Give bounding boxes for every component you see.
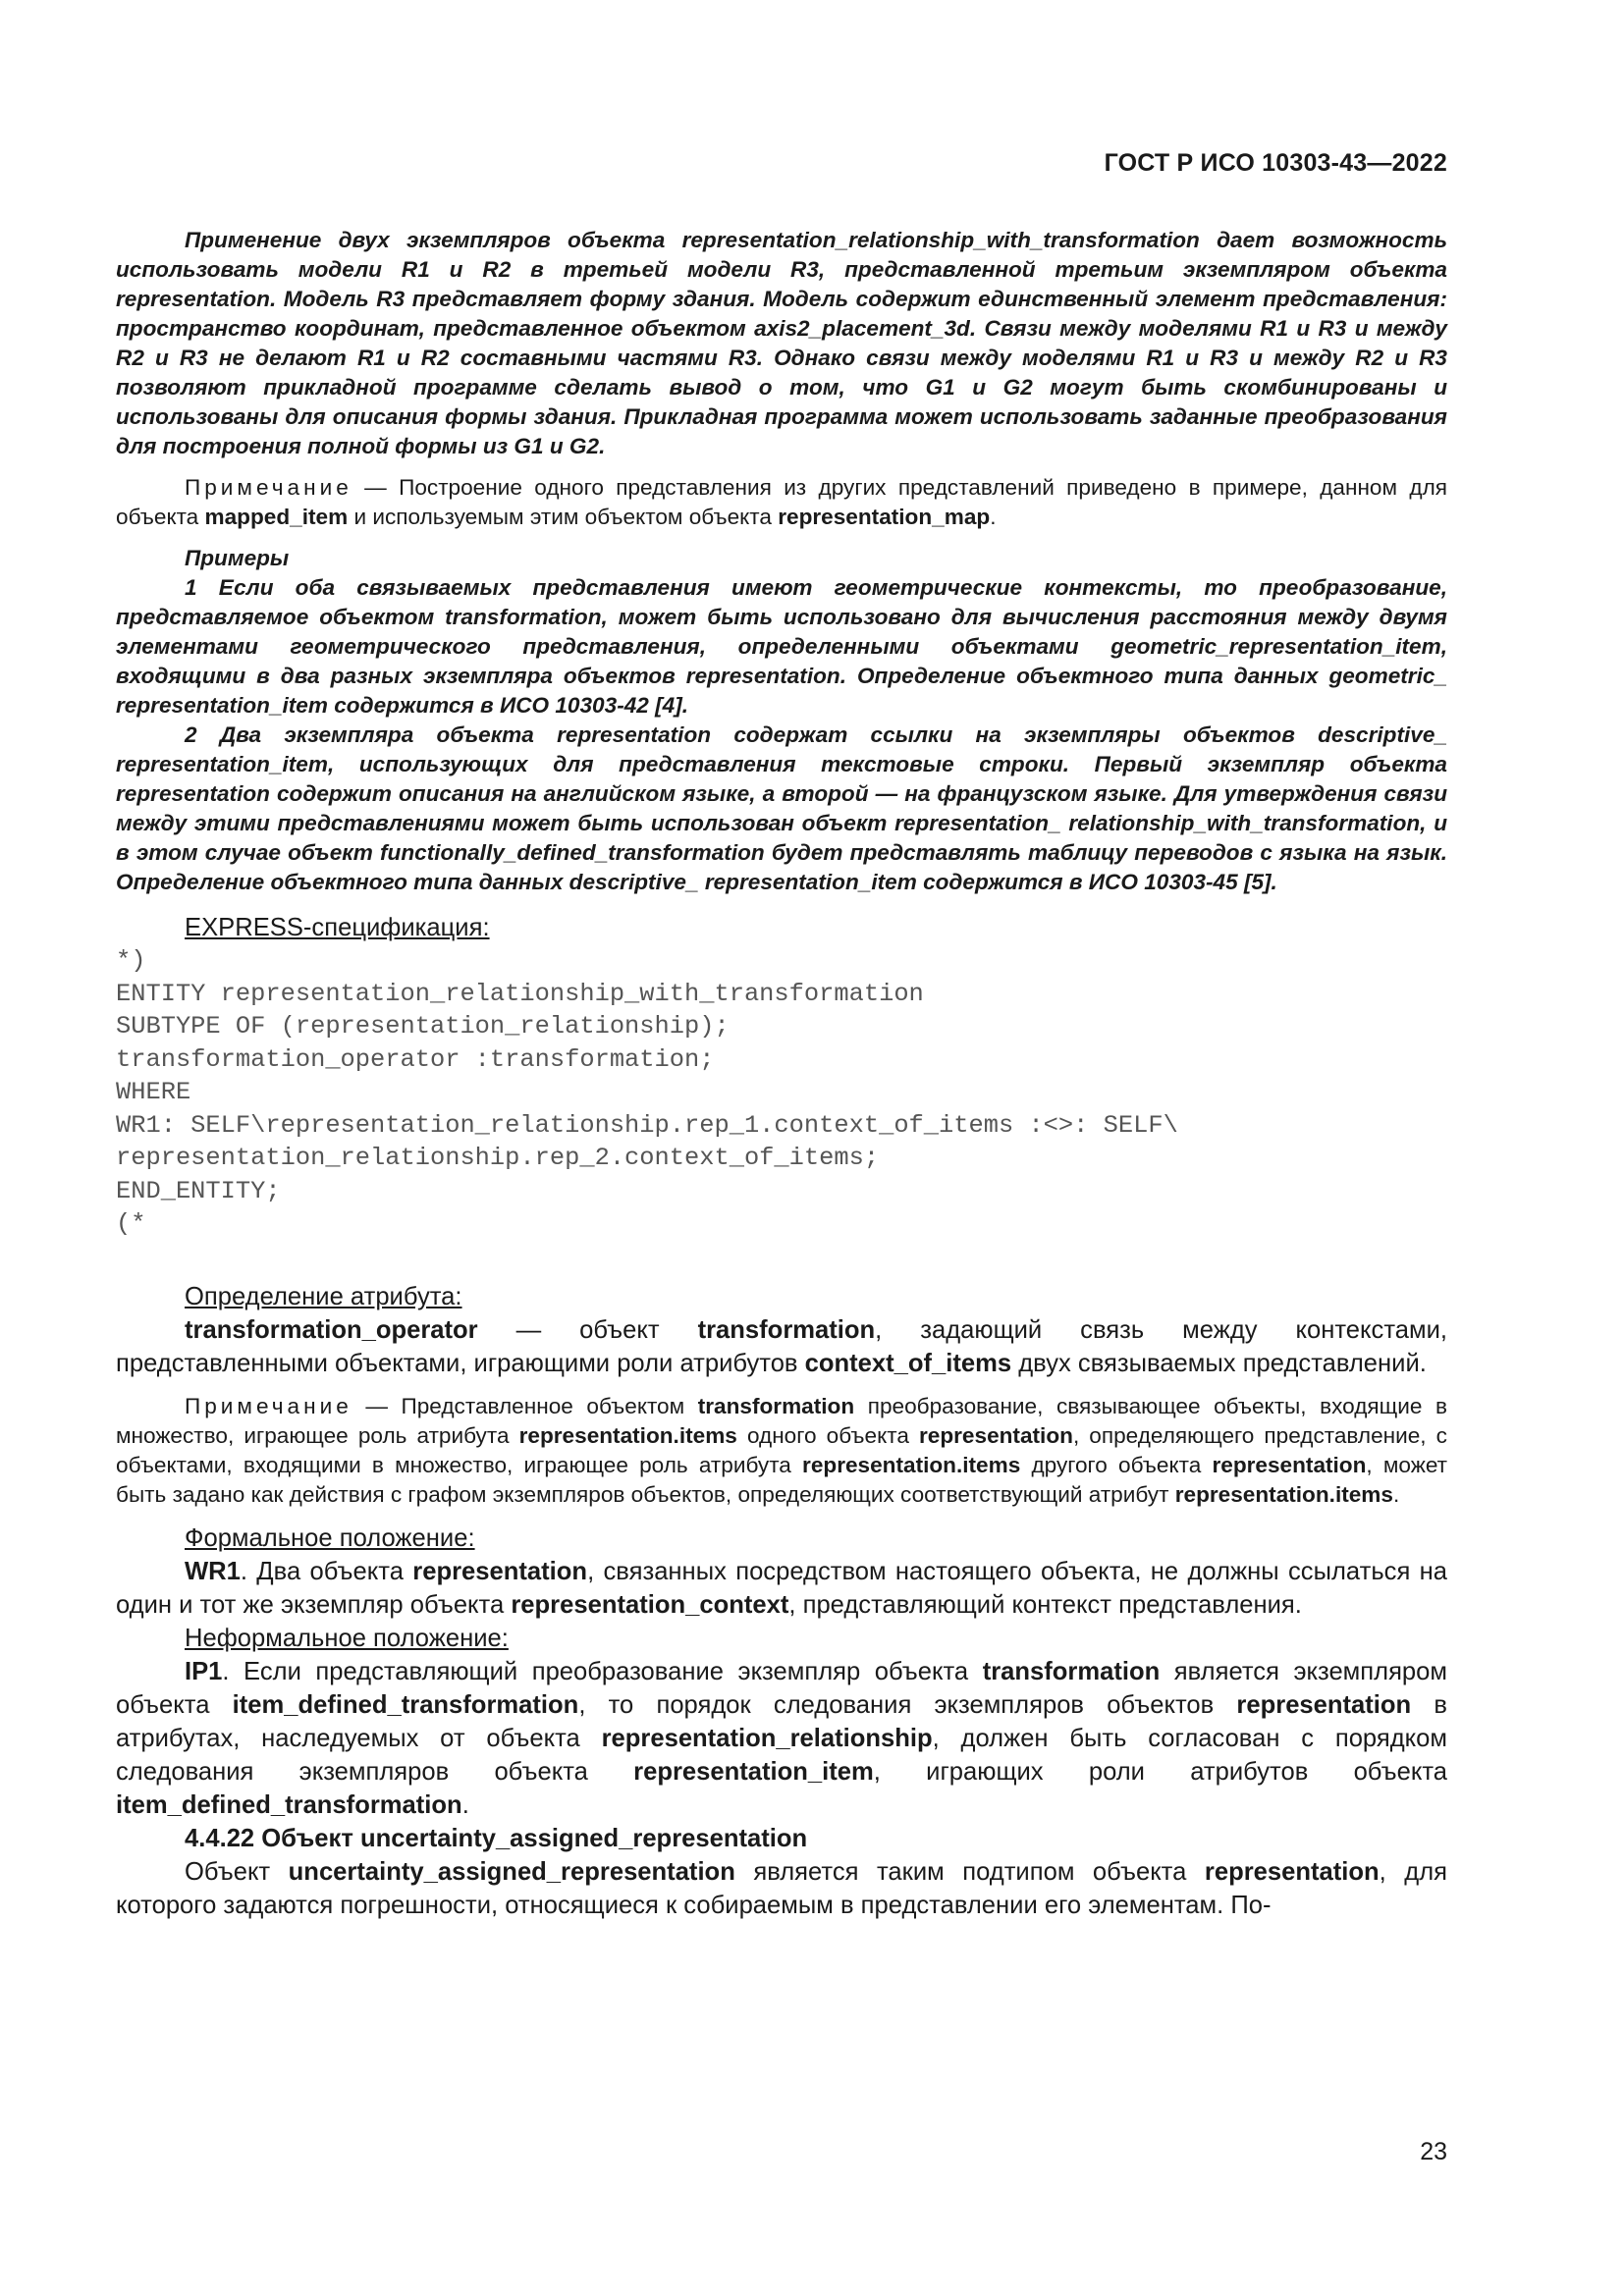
term-context-of-items: context_of_items xyxy=(804,1349,1012,1377)
page-header-standard-id: ГОСТ Р ИСО 10303-43—2022 xyxy=(1104,149,1447,177)
code-line: ENTITY representation_relationship_with_transformation xyxy=(116,979,924,1008)
informal-proposition-heading: Неформальное положение: xyxy=(185,1624,509,1652)
examples-heading: Примеры xyxy=(185,546,290,570)
rule-wr1: WR1 xyxy=(185,1557,241,1585)
rule-ip1: IP1 xyxy=(185,1657,223,1685)
page-content xyxy=(116,226,1447,1922)
formal-proposition: WR1. Два объекта representation, связанных посредством настоящего объекта, не должны ссылаться на один и тот же экземпляр объекта representation_context, представляющий контекст представления. xyxy=(116,1557,1447,1619)
express-code-block xyxy=(116,944,1447,1241)
code-line: representation_relationship.rep_2.context_of_items; xyxy=(116,1144,880,1172)
note-label: Примечание xyxy=(185,475,352,500)
code-line: *) xyxy=(116,946,146,975)
code-line: WR1: SELF\representation_relationship.rep_1.context_of_items :<>: SELF\ xyxy=(116,1110,1178,1140)
note-2: Примечание — Представленное объектом transformation преобразование, связывающее объекты, входящие в множество, играющее роль атрибута representation.items одного объекта representation, определяющего представление, с объектами, входящими в множество, играющее роль атрибута representation.items другого объекта representation, может быть задано как действия с графом экземпляров объектов, определяющих соответствующий атрибут representation.items. xyxy=(116,1393,1447,1507)
express-spec-heading: EXPRESS-спецификация: xyxy=(185,914,490,941)
informal-proposition: IP1. Если представляющий преобразование экземпляр объекта transformation является экземпляром объекта item_defined_transformation, то порядок следования экземпляров объектов representation в атрибутах, наследуемых от объекта representation_relationship, должен быть согласован с порядком следования экземпляров объекта representation_item, играющих роли атрибутов объекта item_defined_transformation. xyxy=(116,1657,1447,1819)
term-mapped-item: mapped_item xyxy=(204,505,349,529)
intro-paragraph: Применение двух экземпляров объекта representation_relationship_with_transformation дает возможность использовать модели R1 и R2 в третьей модели R3, представленной третьим экземпляром объекта representation. Модель R3 представляет форму здания. Модель содержит единственный элемент представления: пространство координат, представленное объектом axis2_placement_3d. Связи между моделями R1 и R3 и между R2 и R3 не делают R1 и R2 составными частями R3. Однако связи между моделями R1 и R3 и между R2 и R3 позволяют прикладной программе сделать вывод о том, что G1 и G2 могут быть скомбинированы и использованы для описания формы здания. Прикладная программа может использовать заданные преобразования для построения полной формы из G1 и G2. xyxy=(116,228,1447,458)
code-line: transformation_operator :transformation; xyxy=(116,1044,715,1074)
document-page xyxy=(116,0,1447,2296)
page-number: 23 xyxy=(1420,2138,1447,2165)
section-paragraph: Объект uncertainty_assigned_representation является таким подтипом объекта representation, для которого задаются погрешности, относящиеся к собираемым в представлении его элементам. По- xyxy=(116,1857,1448,1919)
term-representation-map: representation_map xyxy=(778,505,991,529)
example-1: 1 Если оба связываемых представления имеют геометрические контексты, то преобразование, представляемое объектом transformation, может быть использовано для вычисления расстояния между двумя элементами геометрического представления, определенными объектами geometric_representation_item, входящими в два разных экземпляра объектов representation. Определение объектного типа данных geometric_ representation_item содержится в ИСО 10303-42 [4]. xyxy=(116,575,1447,718)
note-1: Примечание — Построение одного представления из других представлений приведено в примере, данном для объекта mapped_item и используемым этим объектом объекта representation_map. xyxy=(116,475,1447,529)
attribute-definition-heading: Определение атрибута: xyxy=(185,1282,462,1310)
formal-proposition-heading: Формальное положение: xyxy=(185,1523,475,1552)
attribute-definition: transformation_operator — объект transformation, задающий связь между контекстами, представленными объектами, играющими роли атрибутов context_of_items двух связываемых представлений. xyxy=(116,1315,1447,1377)
code-line: WHERE xyxy=(116,1078,191,1106)
code-line: SUBTYPE OF (representation_relationship); xyxy=(116,1012,730,1041)
note-label: Примечание xyxy=(185,1393,352,1418)
term-transformation-operator: transformation_operator xyxy=(185,1315,478,1344)
example-2: 2 Два экземпляра объекта representation содержат ссылки на экземпляры объектов descriptive_ representation_item, использующих для представления текстовые строки. Первый экземпляр объекта representation содержит описания на английском языке, а второй — на французском языке. Для утверждения связи между этими представлениями может быть использован объект representation_ relationship_with_transformation, и в этом случае объект functionally_defined_transformation будет представлять таблицу переводов с языка на язык. Определение объектного типа данных descriptive_ representation_item содержится в ИСО 10303-45 [5]. xyxy=(116,722,1447,894)
section-heading: 4.4.22 Объект uncertainty_assigned_representation xyxy=(185,1824,808,1852)
code-line: END_ENTITY; xyxy=(116,1176,281,1205)
code-line: (* xyxy=(116,1209,146,1238)
